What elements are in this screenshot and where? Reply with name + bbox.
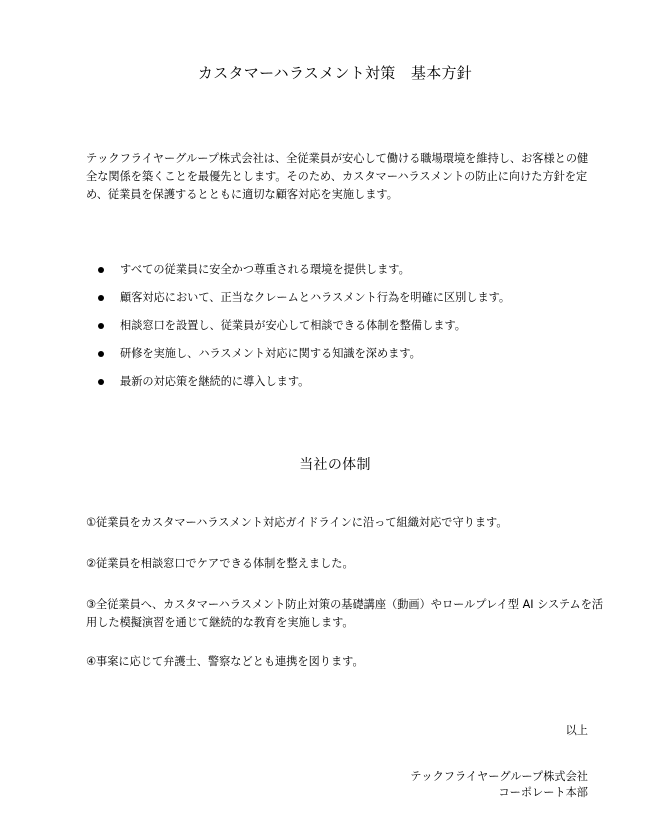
- measure-item-2: ②従業員を相談窓口でケアできる体制を整えました。: [86, 557, 354, 570]
- list-item: [96, 318, 616, 346]
- bullet-icon: [98, 323, 104, 329]
- intro-paragraph: テックフライヤーグループ株式会社は、全従業員が安心して働ける職場環境を維持し、お客様との健全な関係を築くことを最優先とします。そのため、カスタマーハラスメントの防止に向けた方針を定め、従業員を保護するとともに適切な顧客対応を実施します。: [86, 152, 589, 201]
- section-title: 当社の体制: [299, 457, 371, 473]
- measure-item-4: ④事案に応じて弁護士、警察などとも連携を図ります。: [86, 655, 364, 668]
- policy-bullet-list: [96, 262, 616, 402]
- department-name: コーポレート本部: [498, 786, 588, 799]
- bullet-icon: [98, 267, 104, 273]
- list-item: [96, 290, 616, 318]
- bullet-icon: [98, 295, 104, 301]
- bullet-text: 最新の対応策を継続的に導入します。: [120, 375, 310, 388]
- measure-item-3: ③全従業員へ、カスタマーハラスメント防止対策の基礎講座（動画）やロールプレイ型 AI システムを活用した模擬演習を通じて継続的な教育を実施します。: [86, 598, 604, 629]
- list-item: [96, 374, 616, 402]
- bullet-text: 顧客対応において、正当なクレームとハラスメント行為を明確に区別します。: [120, 291, 511, 304]
- signature-block: [410, 769, 588, 801]
- bullet-text: 研修を実施し、ハラスメント対応に関する知識を深めます。: [120, 347, 421, 360]
- bullet-icon: [98, 379, 104, 385]
- list-item: [96, 262, 616, 290]
- bullet-text: すべての従業員に安全かつ尊重される環境を提供します。: [120, 263, 410, 276]
- bullet-text: 相談窓口を設置し、従業員が安心して相談できる体制を整備します。: [120, 319, 466, 332]
- closing-mark: 以上: [565, 724, 588, 737]
- document-title: カスタマーハラスメント対策 基本方針: [197, 64, 473, 82]
- measure-item-1: ①従業員をカスタマーハラスメント対応ガイドラインに沿って組織対応で守ります。: [86, 516, 508, 529]
- list-item: [96, 346, 616, 374]
- company-name: テックフライヤーグループ株式会社: [410, 770, 588, 783]
- bullet-icon: [98, 351, 104, 357]
